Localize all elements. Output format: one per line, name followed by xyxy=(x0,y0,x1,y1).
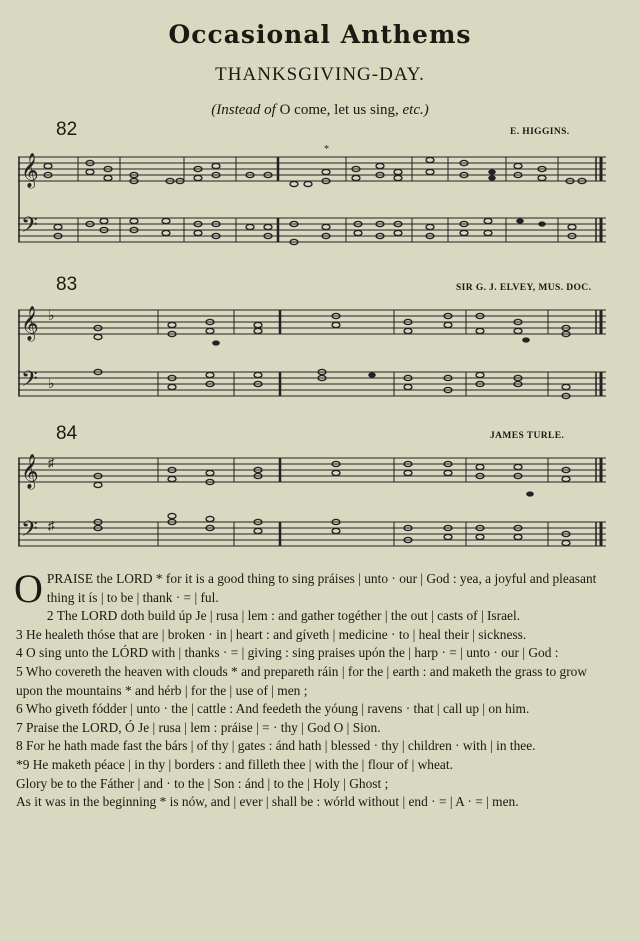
psalm-verse: 8 For he hath made fast the bárs | of thy | gates : ánd hath | blessed · thy | children · with | in thee. xyxy=(16,738,536,754)
psalm-verse: *9 He maketh péace | in thy | borders : and filleth thee | with the | flour of | wheat. xyxy=(16,756,453,772)
dropcap: O xyxy=(14,566,43,611)
svg-text:𝄢: 𝄢 xyxy=(21,517,38,547)
psalm-verse: 6 Who giveth fódder | unto · the | cattle : And feedeth the yóung | ravens · that | call up | on him. xyxy=(16,701,530,717)
svg-text:𝄞: 𝄞 xyxy=(21,153,39,188)
instead-text: O come, let us sing, xyxy=(279,102,399,118)
verse-text: PRAISE the LORD * for it is a good thing to sing práises | unto · our | God : yea, a joyful and pleasant thing it ís | to be | thank · = | ful. xyxy=(46,571,597,605)
music-system-83 xyxy=(18,300,606,408)
svg-text:𝄢: 𝄢 xyxy=(21,367,38,397)
chant-composer: JAMES TURLE. xyxy=(490,431,565,441)
music-system-84 xyxy=(18,450,606,558)
chant-composer: E. HIGGINS. xyxy=(510,127,570,137)
psalm-verse-1 xyxy=(14,566,604,611)
psalm-verse: 3 He healeth thóse that are | broken · in | heart : and gíveth | medicine · to | heal their | sickness. xyxy=(16,626,527,642)
psalm-verse: 4 O sing unto the LÓRD with | thanks · = | giving : sing praises upón the | harp · = | unto · our | God : xyxy=(16,645,559,661)
chant-composer: SIR G. J. ELVEY, MUS. DOC. xyxy=(456,283,592,293)
svg-text:♯: ♯ xyxy=(48,455,55,470)
svg-text:♭: ♭ xyxy=(48,309,55,324)
svg-text:*: * xyxy=(324,144,329,155)
chant-number: 82 xyxy=(56,119,78,140)
chant-number: 84 xyxy=(56,423,78,444)
svg-text:♯: ♯ xyxy=(48,518,55,533)
section-title: Occasional Anthems xyxy=(168,20,472,49)
chant-number: 83 xyxy=(56,274,78,295)
instead-note xyxy=(0,102,640,119)
gloria-line: Glory be to the Fáther | and · to the | Son : ánd | to the | Holy | Ghost ; xyxy=(16,775,389,791)
instead-prefix: (Instead of xyxy=(211,102,276,118)
svg-text:𝄞: 𝄞 xyxy=(21,306,39,341)
occasion-heading: THANKSGIVING-DAY. xyxy=(215,64,425,85)
psalm-verse: 5 Who covereth the heaven with clouds * and prepareth ráin | for the | earth : and maketh the grass to grow upon the mountains * and hérb | for the | use of | men ; xyxy=(16,663,588,698)
svg-text:𝄞: 𝄞 xyxy=(21,454,39,489)
music-system-82 xyxy=(18,144,606,264)
svg-text:𝄢: 𝄢 xyxy=(21,213,38,243)
gloria-line: As it was in the beginning * is nów, and | ever | shall be : wórld without | end · = | A · = | men. xyxy=(16,794,519,810)
psalm-text xyxy=(14,566,604,812)
instead-suffix: etc.) xyxy=(402,102,429,118)
psalm-verse: 2 The LORD doth build úp Je | rusa | lem : and gather togéther | the out | casts of | Israel. xyxy=(46,608,521,624)
psalm-verse: 7 Praise the LORD, Ó Je | rusa | lem : práise | = · thy | God O | Sion. xyxy=(16,719,381,735)
svg-text:♭: ♭ xyxy=(48,377,55,392)
